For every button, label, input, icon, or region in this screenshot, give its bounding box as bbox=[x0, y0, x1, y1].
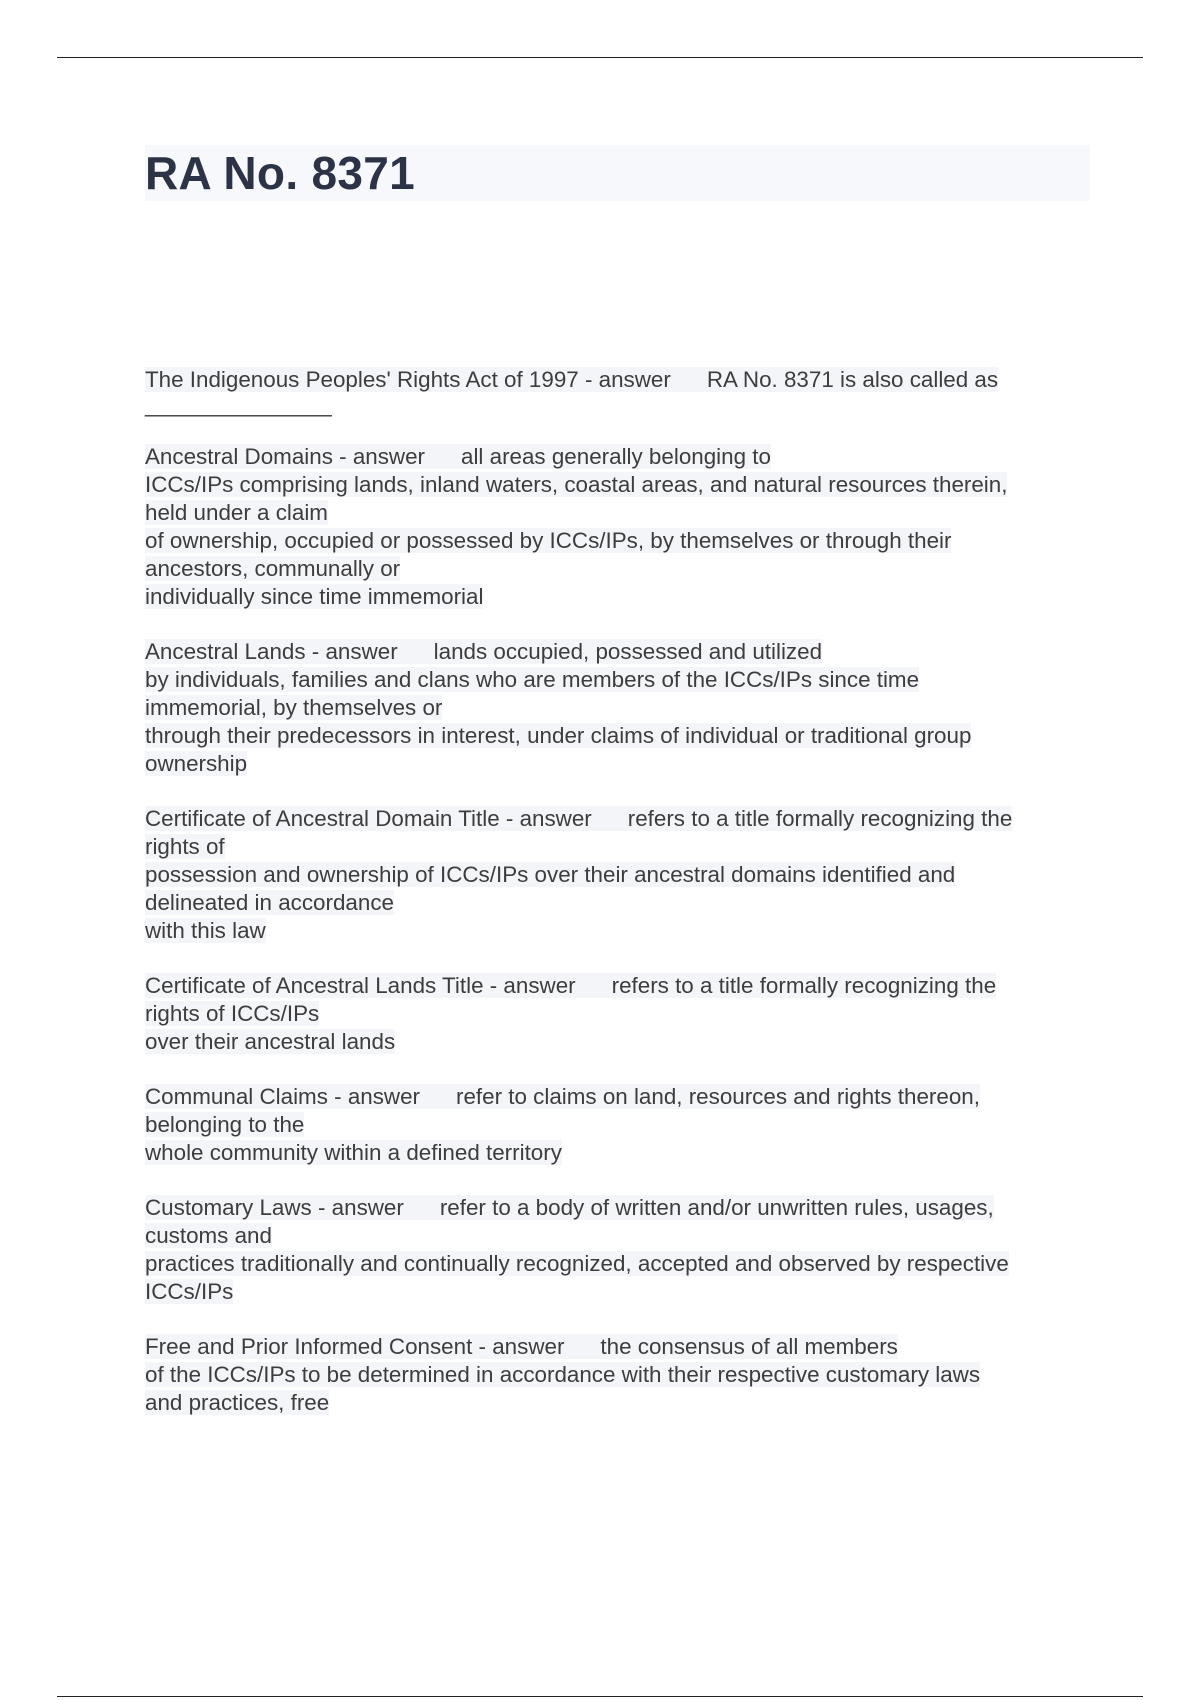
entry-term: Customary Laws bbox=[145, 1195, 312, 1220]
entry-term: Communal Claims bbox=[145, 1084, 328, 1109]
entry-highlight bbox=[145, 806, 1012, 831]
entry-term: Ancestral Lands bbox=[145, 639, 306, 664]
entry-definition-line bbox=[145, 750, 1090, 778]
entry-definition-line bbox=[145, 555, 1090, 583]
entry-definition-line bbox=[145, 889, 1090, 917]
entry-definition-line bbox=[145, 722, 1090, 750]
entry-line-text: customs and bbox=[145, 1223, 272, 1248]
entry-line-text: ICCs/IPs comprising lands, inland waters, coastal areas, and natural resources therein, bbox=[145, 472, 1008, 497]
entry-separator: - answer bbox=[489, 973, 576, 998]
entry-definition-start: RA No. 8371 is also called as bbox=[706, 367, 999, 392]
entry-definition-line bbox=[145, 499, 1090, 527]
flashcard-entry bbox=[145, 1333, 1090, 1417]
entry-definition-line bbox=[145, 833, 1090, 861]
flashcard-entry bbox=[145, 972, 1090, 1056]
entry-line-text: belonging to the bbox=[145, 1112, 305, 1137]
entry-definition-line bbox=[145, 694, 1090, 722]
entry-highlight bbox=[145, 367, 998, 392]
entry-first-line bbox=[145, 1333, 1090, 1361]
entry-line-text: whole community within a defined territory bbox=[145, 1140, 562, 1165]
entry-definition-line bbox=[145, 1250, 1090, 1278]
entry-definition-line bbox=[145, 1361, 1090, 1389]
entry-definition-line bbox=[145, 917, 1090, 945]
entry-line-text: with this law bbox=[145, 918, 266, 943]
title-box bbox=[145, 145, 1090, 201]
entry-first-line bbox=[145, 1083, 1090, 1111]
flashcard-entry bbox=[145, 1083, 1090, 1167]
entry-line-text: rights of ICCs/IPs bbox=[145, 1001, 320, 1026]
entry-definition-start: refer to claims on land, resources and rights thereon, bbox=[456, 1084, 980, 1109]
entry-highlight bbox=[145, 1334, 898, 1359]
entry-definition-line bbox=[145, 861, 1090, 889]
entry-definition-line bbox=[145, 583, 1090, 611]
entry-definition-start: refers to a title formally recognizing the bbox=[611, 973, 997, 998]
entry-highlight bbox=[145, 444, 771, 469]
entry-line-text: of the ICCs/IPs to be determined in accordance with their respective customary laws bbox=[145, 1362, 981, 1387]
entry-line-text: ancestors, communally or bbox=[145, 556, 401, 581]
flashcard-entry bbox=[145, 366, 1090, 416]
entry-definition-start: all areas generally belonging to bbox=[461, 444, 771, 469]
entry-definition-line bbox=[145, 1389, 1090, 1417]
entry-line-text: rights of bbox=[145, 834, 225, 859]
entry-line-text: through their predecessors in interest, under claims of individual or traditional group bbox=[145, 723, 972, 748]
entry-definition-start: refer to a body of written and/or unwritten rules, usages, bbox=[439, 1195, 994, 1220]
entry-definition-line bbox=[145, 1139, 1090, 1167]
entry-definition-line bbox=[145, 527, 1090, 555]
entry-line-text: and practices, free bbox=[145, 1390, 330, 1415]
entry-first-line bbox=[145, 366, 1090, 394]
entry-definition-start: lands occupied, possessed and utilized bbox=[433, 639, 823, 664]
entry-definition-line bbox=[145, 666, 1090, 694]
entry-definition-line bbox=[145, 1000, 1090, 1028]
entry-definition-line bbox=[145, 1278, 1090, 1306]
entry-line-text: ownership bbox=[145, 751, 248, 776]
entry-line-text: delineated in accordance bbox=[145, 890, 394, 915]
entry-line-text: ICCs/IPs bbox=[145, 1279, 234, 1304]
entry-highlight bbox=[145, 1195, 994, 1220]
flashcard-entry bbox=[145, 638, 1090, 778]
flashcard-entry bbox=[145, 805, 1090, 945]
entry-line-text: of ownership, occupied or possessed by ICCs/IPs, by themselves or through their bbox=[145, 528, 952, 553]
document-content bbox=[145, 145, 1090, 1415]
entry-separator: - answer bbox=[339, 444, 425, 469]
entry-definition-start: refers to a title formally recognizing the bbox=[627, 806, 1013, 831]
entry-definition-line bbox=[145, 471, 1090, 499]
answer-blank: _______________ bbox=[145, 392, 332, 417]
entry-highlight bbox=[145, 973, 996, 998]
page-title: RA No. 8371 bbox=[145, 147, 416, 199]
entry-definition-line bbox=[145, 1222, 1090, 1250]
flashcard-entry bbox=[145, 443, 1090, 611]
entry-line-text: held under a claim bbox=[145, 500, 328, 525]
flashcard-list bbox=[145, 366, 1090, 1444]
entry-definition-line bbox=[145, 1028, 1090, 1056]
entry-line-text: by individuals, families and clans who are members of the ICCs/IPs since time bbox=[145, 667, 920, 692]
top-rule bbox=[57, 57, 1143, 58]
entry-term: The Indigenous Peoples' Rights Act of 1997 bbox=[145, 367, 579, 392]
entry-term: Certificate of Ancestral Domain Title bbox=[145, 806, 500, 831]
entry-separator: - answer bbox=[317, 1195, 404, 1220]
entry-line-text: practices traditionally and continually recognized, accepted and observed by respective bbox=[145, 1251, 1009, 1276]
flashcard-entry bbox=[145, 1194, 1090, 1306]
entry-definition-start: the consensus of all members bbox=[600, 1334, 898, 1359]
entry-separator: - answer bbox=[334, 1084, 420, 1109]
entry-line-text: individually since time immemorial bbox=[145, 584, 484, 609]
bottom-rule bbox=[57, 1696, 1143, 1697]
entry-first-line bbox=[145, 805, 1090, 833]
entry-separator: - answer bbox=[311, 639, 398, 664]
entry-first-line bbox=[145, 638, 1090, 666]
entry-term: Ancestral Domains bbox=[145, 444, 333, 469]
entry-line-text: possession and ownership of ICCs/IPs over their ancestral domains identified and bbox=[145, 862, 956, 887]
entry-separator: - answer bbox=[584, 367, 671, 392]
entry-first-line bbox=[145, 443, 1090, 471]
entry-line-text: over their ancestral lands bbox=[145, 1029, 396, 1054]
entry-separator: - answer bbox=[478, 1334, 565, 1359]
entry-first-line bbox=[145, 1194, 1090, 1222]
entry-first-line bbox=[145, 972, 1090, 1000]
entry-definition-line bbox=[145, 1111, 1090, 1139]
entry-separator: - answer bbox=[505, 806, 592, 831]
entry-term: Free and Prior Informed Consent bbox=[145, 1334, 473, 1359]
entry-line-text: immemorial, by themselves or bbox=[145, 695, 443, 720]
entry-highlight bbox=[145, 1084, 980, 1109]
entry-term: Certificate of Ancestral Lands Title bbox=[145, 973, 484, 998]
entry-highlight bbox=[145, 639, 822, 664]
